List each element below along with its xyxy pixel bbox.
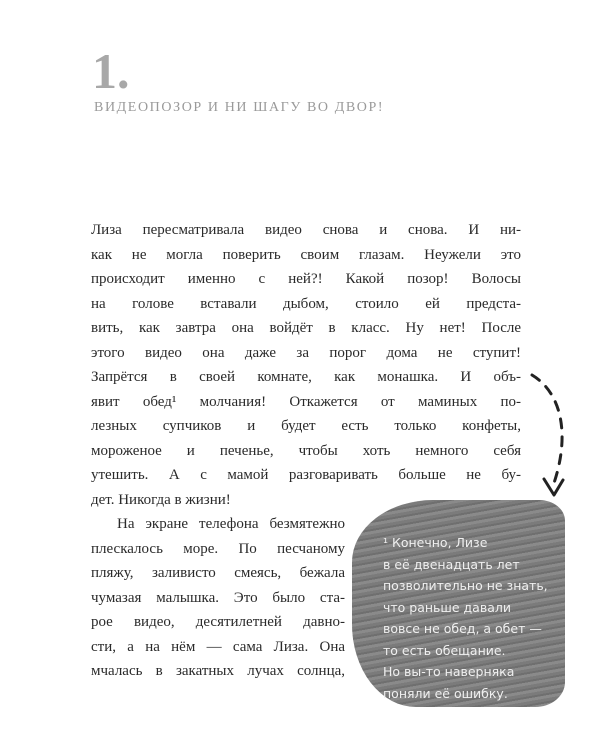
footnote-line: то есть обещание. [383,642,506,658]
chapter-title: ВИДЕОПОЗОР И НИ ШАГУ ВО ДВОР! [94,100,385,115]
text-line: Лиза пересматривала видео снова и снова. И ни- [91,222,521,238]
footnote-line: вовсе не обед, а обет — [383,621,542,636]
footnote-line: поняли её ошибку. [383,685,508,701]
text-line: чумазая малышка. Это было ста- [91,589,345,606]
text-line: утешить. А с мамой разговаривать больше не бу- [91,467,521,483]
text-line: плескалось море. По песчаному [91,540,345,557]
text-line: как не могла поверить своим глазам. Неужели это [91,246,521,263]
text-line: этого видео она даже за порог дома не ступит! [91,344,521,361]
footnote-line: в её двенадцать лет [383,556,520,572]
text-line: Запрётся в своей комнате, как монашка. И объ- [91,369,521,385]
text-line: явит обед¹ молчания! Откажется от маминых по- [91,393,521,410]
chapter-number: 1. [92,43,130,99]
text-line: рое видео, десятилетней давно- [91,614,345,630]
footnote-line: ¹ Конечно, Лизе [383,535,488,550]
text-line: происходит именно с ней?! Какой позор! Волосы [91,271,521,287]
text-line: лезных супчиков и будет есть только конфеты, [91,418,521,434]
footnote-line: Но вы-то наверняка [383,664,515,679]
dashed-arrow-icon [526,365,586,500]
text-line: на голове вставали дыбом, стоило ей предста- [91,295,521,312]
text-line: мчалась в закатных лучах солнца, [91,663,345,679]
footnote-line: что раньше давали [383,599,511,615]
footnote-line: позволительно не знать, [383,578,548,593]
text-line: дет. Никогда в жизни! [91,491,231,508]
footnote [383,532,548,704]
text-line: сти, а на нём — сама Лиза. Она [91,638,345,655]
text-line: пляжу, заливисто смеясь, бежала [91,565,345,581]
text-line: На экране телефона безмятежно [117,516,345,532]
text-line: вить, как завтра она войдёт в класс. Ну нет! После [91,320,521,336]
text-line: мороженое и печенье, чтобы хоть немного себя [91,442,521,459]
